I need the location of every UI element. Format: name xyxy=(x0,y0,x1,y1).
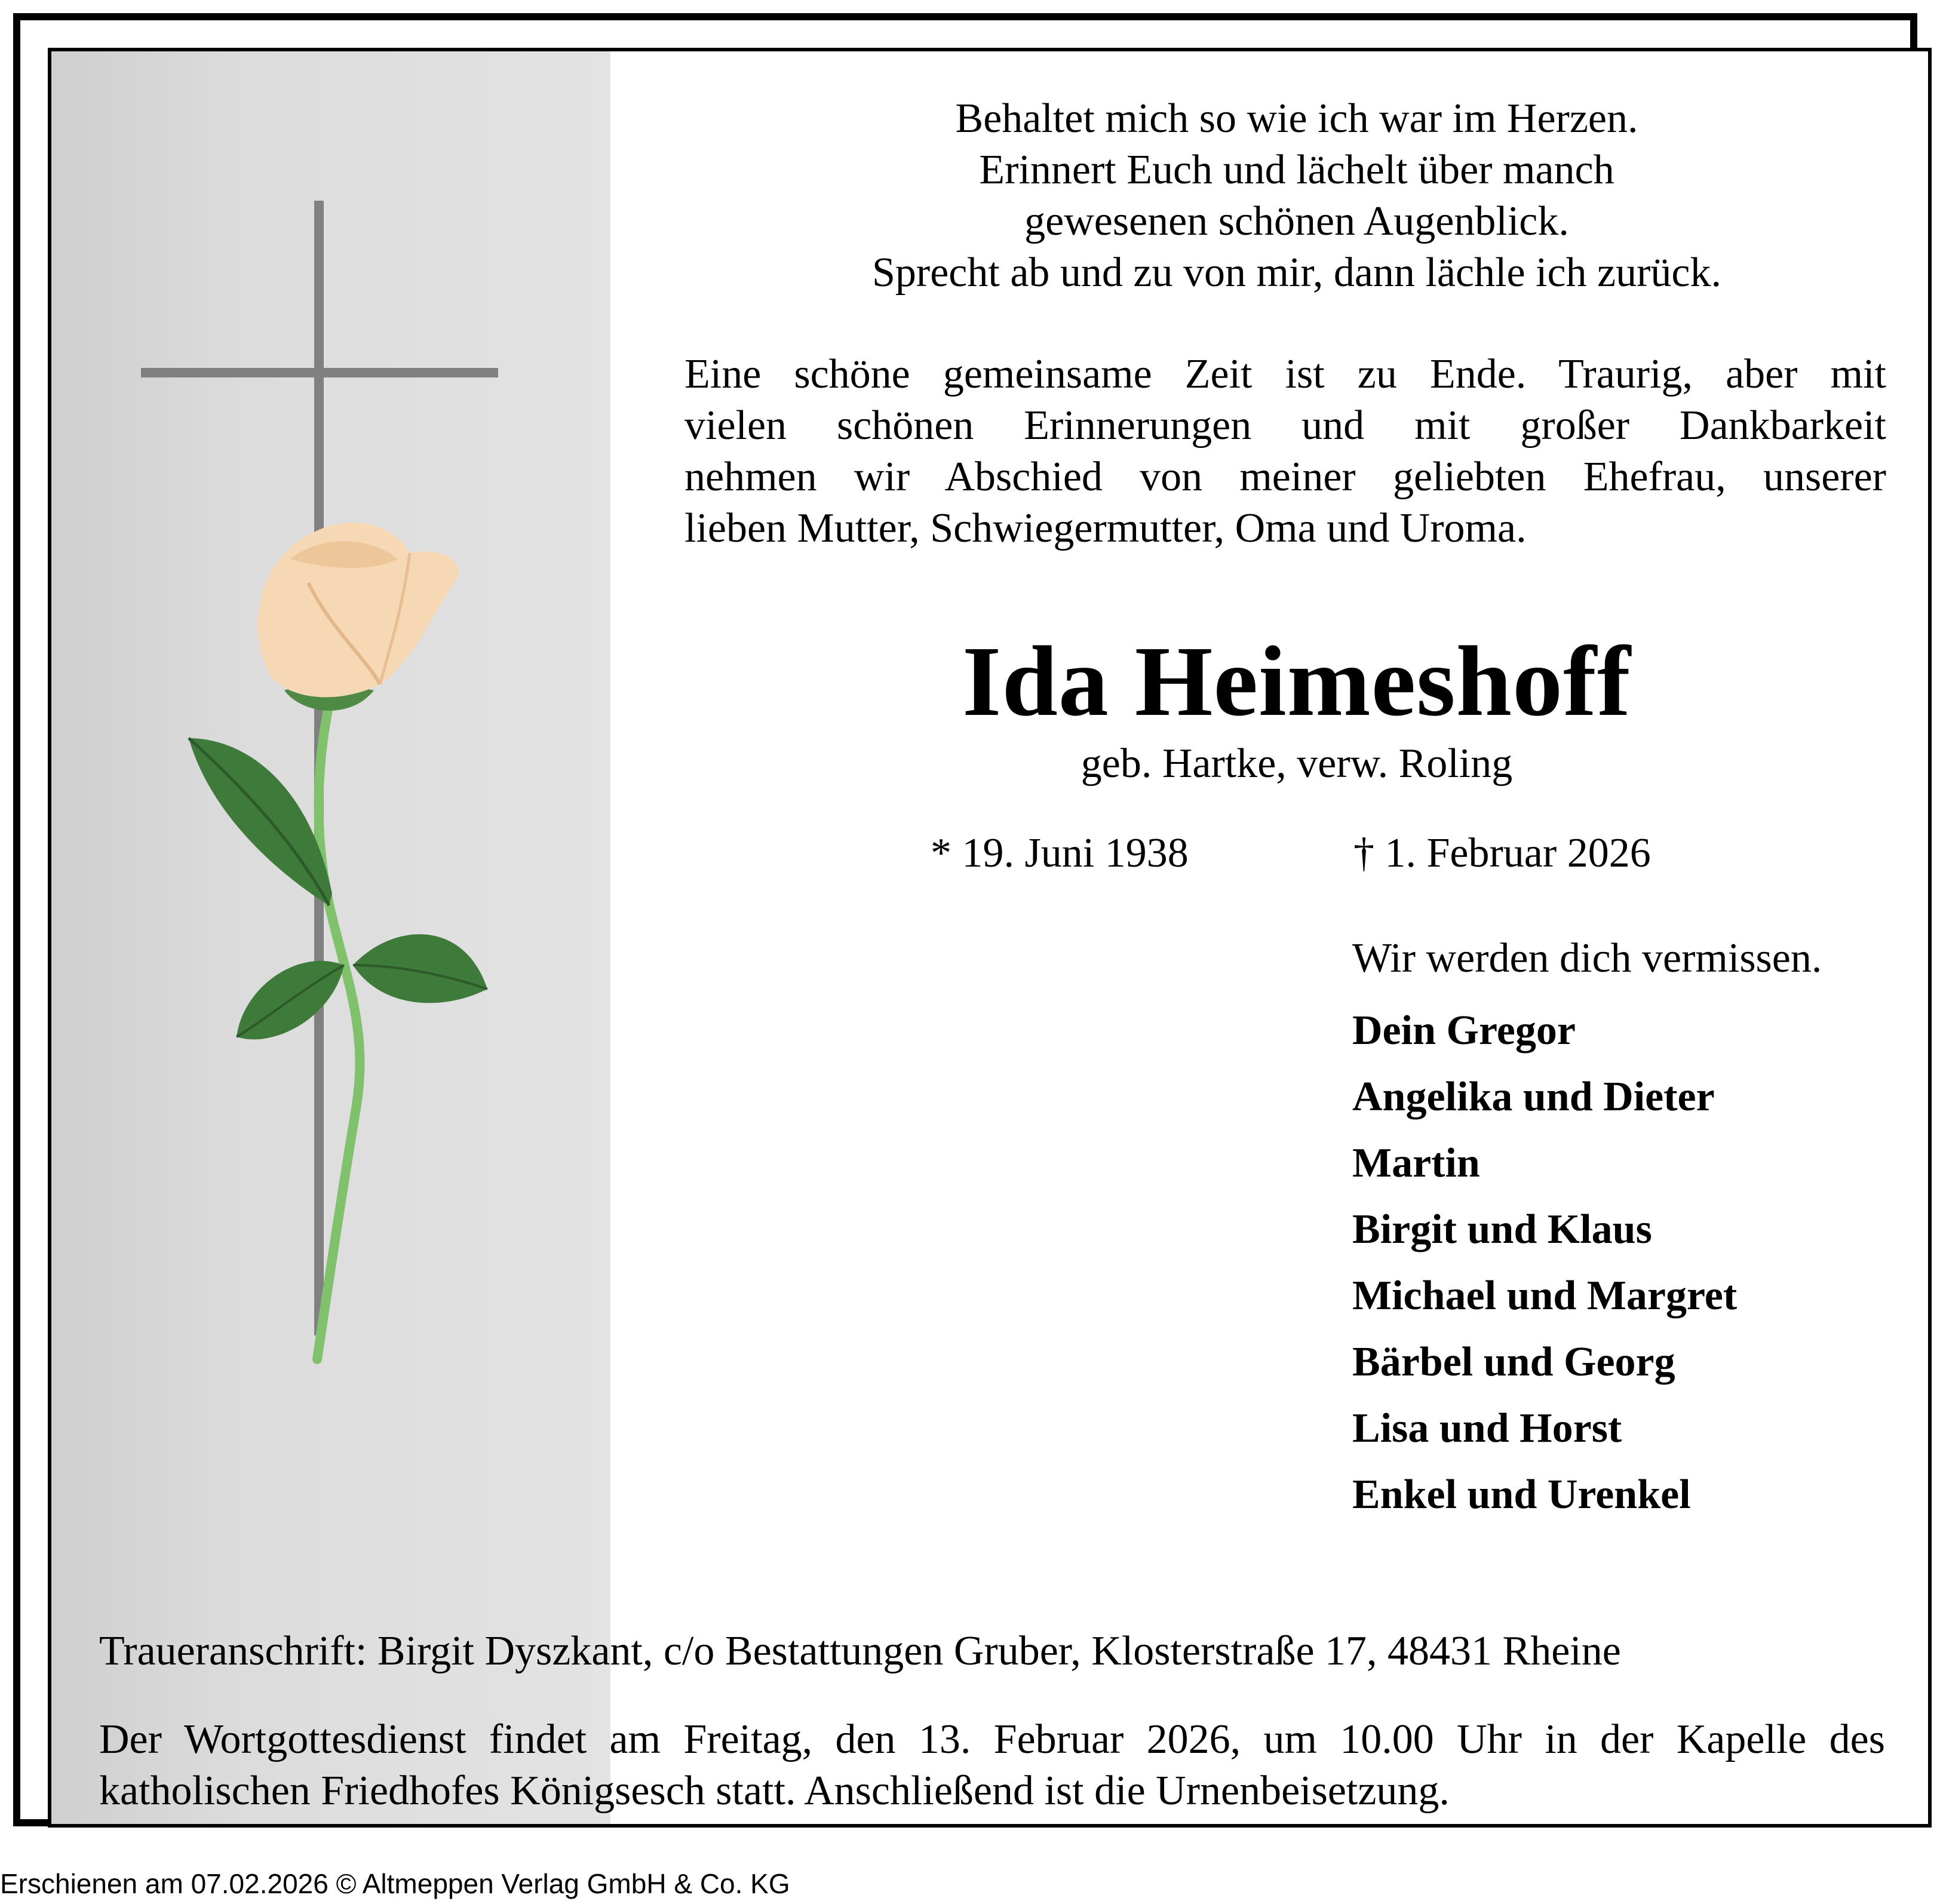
intro-line: nehmen wir Abschied von meiner geliebten Ehefrau, unserer xyxy=(684,454,1886,500)
poem-line: Behaltet mich so wie ich war im Herzen. xyxy=(955,96,1638,142)
poem xyxy=(684,93,1909,299)
mourner-name: Michael und Margret xyxy=(1352,1273,1738,1319)
service-line: katholischen Friedhofes Königsesch statt. Anschließend ist die Urnenbeisetzung. xyxy=(99,1768,1450,1814)
service-info xyxy=(99,1714,1885,1817)
closing-line: Wir werden dich vermissen. xyxy=(1352,935,1822,981)
deceased-name: Ida Heimeshoff xyxy=(962,626,1631,737)
mourners-list xyxy=(1352,1005,1737,1536)
mourner-name: Dein Gregor xyxy=(1352,1008,1576,1054)
intro-line: vielen schönen Erinnerungen und mit großer Dankbarkeit xyxy=(684,403,1886,449)
maiden-name: geb. Hartke, verw. Roling xyxy=(1080,741,1513,787)
mourner-name: Angelika und Dieter xyxy=(1352,1074,1715,1120)
outer-frame xyxy=(13,13,1917,1826)
publication-footer: Erschienen am 07.02.2026 © Altmeppen Verlag GmbH & Co. KG xyxy=(0,1868,790,1899)
intro-paragraph xyxy=(684,349,1886,554)
rose-icon xyxy=(153,511,511,1377)
mourner-name: Birgit und Klaus xyxy=(1352,1206,1652,1252)
poem-line: gewesenen schönen Augenblick. xyxy=(1024,198,1569,244)
death-date: † 1. Februar 2026 xyxy=(1353,830,1651,876)
side-panel xyxy=(51,51,610,1824)
mourner-name: Lisa und Horst xyxy=(1352,1405,1622,1451)
mourner-name: Bärbel und Georg xyxy=(1352,1339,1675,1385)
poem-line: Erinnert Euch und lächelt über manch xyxy=(979,147,1614,193)
birth-date: * 19. Juni 1938 xyxy=(931,830,1189,876)
obituary-card xyxy=(48,48,1932,1828)
intro-line: Eine schöne gemeinsame Zeit ist zu Ende. Traurig, aber mit xyxy=(684,351,1886,397)
mourner-name: Enkel und Urenkel xyxy=(1352,1472,1691,1518)
poem-line: Sprecht ab und zu von mir, dann lächle ich zurück. xyxy=(871,250,1721,296)
intro-line: lieben Mutter, Schwiegermutter, Oma und Uroma. xyxy=(684,505,1527,551)
mourning-address: Traueranschrift: Birgit Dyszkant, c/o Bestattungen Gruber, Klosterstraße 17, 48431 Rheine xyxy=(99,1628,1621,1674)
mourner-name: Martin xyxy=(1352,1140,1480,1186)
service-line: Der Wortgottesdienst findet am Freitag, den 13. Februar 2026, um 10.00 Uhr in der Kapelle des xyxy=(99,1716,1885,1762)
